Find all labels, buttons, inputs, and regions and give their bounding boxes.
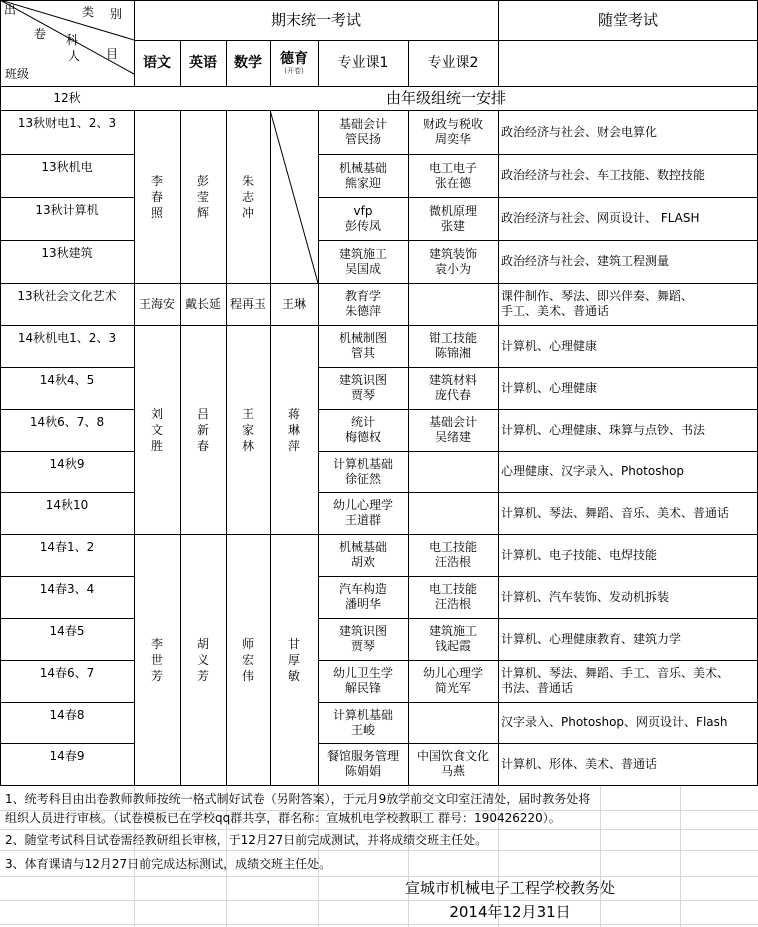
subject-moral	[270, 40, 318, 86]
major2-14q-678: 基础会计 吴绪建	[428, 415, 477, 444]
subject-major-2: 专业课2	[427, 54, 479, 71]
major1-14c-34: 汽车构造 潘明华	[338, 582, 387, 611]
major2-14c-34: 电工技能 汪浩根	[428, 582, 477, 611]
major1-14c-5: 建筑识图 贾琴	[338, 624, 387, 653]
teacher-english-14q: 吕新春	[196, 406, 209, 453]
corner-label: 出	[3, 2, 16, 17]
class-14c-8: 14春8	[49, 708, 85, 722]
subject-math: 数学	[234, 54, 262, 71]
teacher-english-13q-art: 戴长延	[184, 296, 221, 311]
major2-13q-cd: 财政与税收 周奕华	[422, 117, 483, 146]
major1-13q-cd: 基础会计 管民扬	[338, 117, 387, 146]
classexam-14q-10: 计算机、琴法、舞蹈、音乐、美术、普通话	[501, 505, 730, 520]
class-13q-jd: 13秋机电	[41, 160, 93, 174]
classexam-14q-9: 心理健康、汉字录入、Photoshop	[501, 464, 685, 478]
class-14q-678: 14秋6、7、8	[29, 415, 105, 429]
class-13q-cd: 13秋财电1、2、3	[17, 116, 117, 130]
major1-13q-jsj: vfp 彭传凤	[344, 203, 381, 233]
class-13q-art: 13秋社会文化艺术	[17, 289, 117, 303]
corner-label: 卷	[33, 26, 46, 41]
classexam-14q-jd: 计算机、心理健康	[501, 338, 598, 353]
subject-english: 英语	[189, 54, 217, 71]
class-14c-5: 14春5	[49, 624, 85, 638]
major2-14c-9: 中国饮食文化 马燕	[416, 749, 489, 778]
class-14q-45: 14秋4、5	[39, 373, 95, 387]
major2-13q-art	[408, 283, 498, 325]
teacher-moral-13q-art: 王琳	[281, 296, 306, 311]
class-exam-header: 随堂考试	[597, 10, 658, 29]
classexam-14c-9: 计算机、形体、美术、普通话	[501, 756, 658, 771]
note-3: 3、体育课请与12月27日前完成达标测试，成绩交班主任处。	[5, 857, 332, 871]
major2-13q-jsj: 微机原理 张建	[428, 203, 477, 233]
major2-13q-jz: 建筑装饰 袁小为	[428, 246, 477, 276]
teacher-moral-14c: 甘厚敏	[287, 636, 300, 683]
subject-chinese: 语文	[143, 54, 171, 71]
corner-label: 目	[105, 46, 118, 61]
corner-label: 人	[67, 48, 80, 63]
major2-14c-5: 建筑施工 钱起霞	[428, 624, 477, 653]
classexam-14c-67: 计算机、琴法、舞蹈、手工、音乐、美术、 书法、普通话	[501, 666, 730, 695]
major1-13q-jd: 机械基础 熊家迎	[338, 160, 387, 190]
major1-14c-67: 幼儿卫生学 解民锋	[332, 666, 393, 695]
corner-label: 类	[81, 4, 94, 19]
class-14c-34: 14春3、4	[39, 582, 95, 596]
teacher-chinese-14q: 刘文胜	[150, 406, 163, 453]
class-14q-jd: 14秋机电1、2、3	[17, 331, 117, 345]
major2-14q-45: 建筑材料 庞代春	[428, 373, 477, 402]
major1-14c-9: 餐馆服务管理 陈娟娟	[326, 749, 399, 778]
class-14c-9: 14春9	[49, 749, 85, 763]
major2-14q-jd: 钳工技能 陈锦湘	[428, 331, 477, 360]
teacher-english-13q: 彭莹辉	[196, 173, 209, 220]
teacher-english-14c: 胡义芳	[196, 636, 209, 683]
teacher-math-13q: 朱志冲	[241, 173, 254, 220]
classexam-13q-cd: 政治经济与社会、财会电算化	[501, 124, 658, 139]
note-1-line-1: 1、统考科目由出卷教师教师按统一格式制好试卷（另附答案），于元月9放学前交文印室汪清处，届时教务处将	[5, 792, 591, 806]
major1-13q-art: 教育学 朱德萍	[344, 289, 381, 318]
corner-label-class: 班级	[5, 66, 30, 81]
major1-13q-jz: 建筑施工 吴国成	[338, 246, 387, 276]
class-14c-67: 14春6、7	[39, 666, 95, 680]
moral-na-diagonal	[270, 110, 318, 283]
classexam-14c-12: 计算机、电子技能、电焊技能	[501, 547, 658, 562]
class-14q-9: 14秋9	[49, 457, 85, 471]
subject-moral-note: (开卷)	[284, 66, 304, 75]
subject-moral-label: 德育	[280, 50, 308, 67]
major2-13q-jd: 电工电子 张在德	[428, 160, 477, 190]
major2-14c-12: 电工技能 汪浩根	[428, 540, 477, 569]
classexam-13q-jsj: 政治经济与社会、网页设计、 FLASH	[501, 211, 700, 225]
classexam-13q-jd: 政治经济与社会、车工技能、数控技能	[501, 168, 706, 182]
major1-14q-45: 建筑识图 贾琴	[338, 373, 387, 402]
classexam-14q-678: 计算机、心理健康、珠算与点钞、书法	[501, 422, 706, 437]
footer-org: 宣城市机械电子工程学校教务处	[404, 878, 615, 897]
final-exam-header: 期末统一考试	[270, 10, 361, 29]
major1-14q-678: 统计 梅德权	[344, 415, 381, 444]
classexam-14c-8: 汉字录入、Photoshop、网页设计、Flash	[501, 715, 728, 729]
teacher-math-14c: 师宏伟	[241, 636, 254, 683]
major1-14c-12: 机械基础 胡欢	[338, 540, 387, 569]
teacher-math-14q: 王家林	[241, 406, 254, 453]
major1-14c-8: 计算机基础 王峻	[332, 707, 393, 737]
class-13q-jz: 13秋建筑	[41, 246, 93, 260]
teacher-chinese-14c: 李世芳	[150, 636, 163, 683]
major1-14q-10: 幼儿心理学 王道群	[332, 498, 393, 527]
class-14c-12: 14春1、2	[39, 540, 95, 554]
classexam-13q-art: 课件制作、琴法、即兴伴奏、舞蹈、 手工、美术、普通话	[501, 289, 694, 318]
subject-major-1: 专业课1	[337, 54, 389, 71]
teacher-chinese-13q: 李春照	[150, 173, 163, 220]
teacher-math-13q-art: 程再玉	[229, 296, 266, 311]
major2-14c-67: 幼儿心理学 简光军	[422, 666, 483, 695]
major1-14q-9: 计算机基础 徐征然	[332, 456, 393, 486]
classexam-14c-34: 计算机、汽车装饰、发动机拆装	[501, 589, 670, 604]
class-14q-10: 14秋10	[45, 498, 89, 512]
corner-label: 别	[109, 6, 122, 21]
class-13q-jsj: 13秋计算机	[35, 203, 99, 217]
classexam-14c-5: 计算机、心理健康教育、建筑力学	[501, 631, 682, 646]
corner-label: 科	[65, 32, 78, 47]
row12-note: 由年级组统一安排	[385, 88, 506, 107]
teacher-moral-14q: 蒋琳萍	[287, 406, 300, 453]
note-1-line-2: 组织人员进行审核。（试卷模板已在学校qq群共享，群名称：宣城机电学校教职工 群号：190426220）。	[5, 811, 561, 825]
classexam-13q-jz: 政治经济与社会、建筑工程测量	[501, 254, 670, 268]
note-2: 2、随堂考试科目试卷需经教研组长审核，于12月27日前完成测试，并将成绩交班主任处。	[5, 833, 488, 847]
classexam-14q-45: 计算机、心理健康	[501, 380, 598, 395]
major1-14q-jd: 机械制图 管其	[338, 331, 387, 360]
teacher-chinese-13q-art: 王海安	[138, 296, 175, 311]
class-12q: 12秋	[53, 90, 81, 105]
footer-date: 2014年12月31日	[449, 902, 571, 921]
